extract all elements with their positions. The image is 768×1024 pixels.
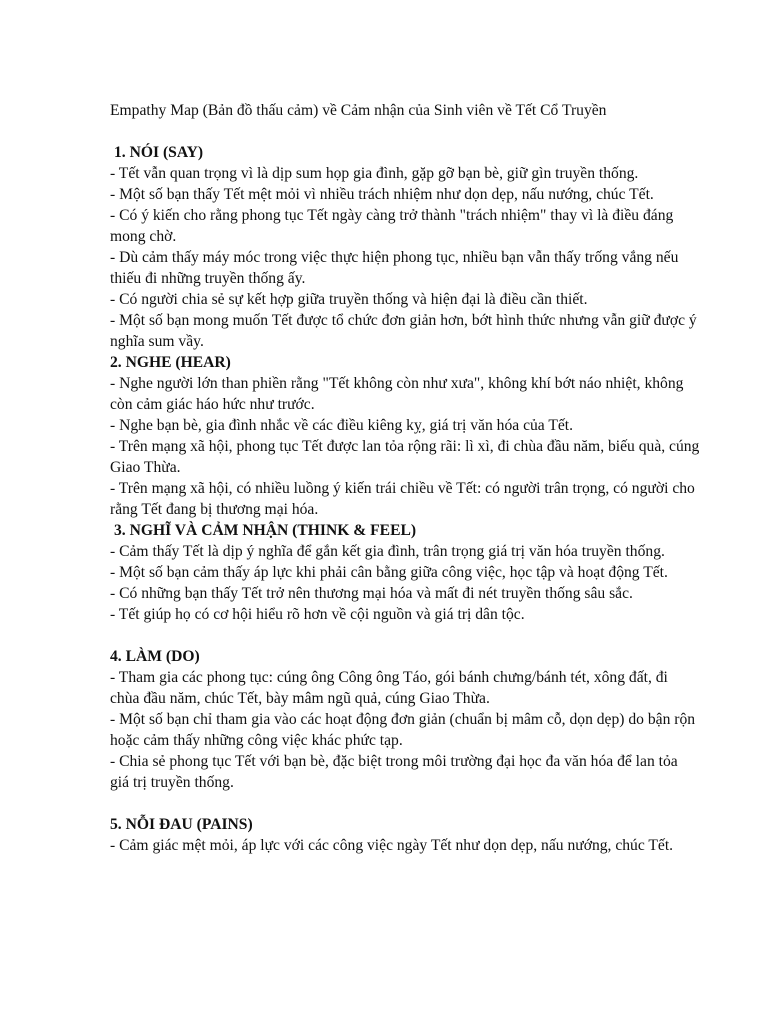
list-item: - Cảm thấy Tết là dịp ý nghĩa để gắn kết gia đình, trân trọng giá trị văn hóa truyền thống. — [110, 543, 665, 560]
list-item: - Nghe bạn bè, gia đình nhắc về các điều kiêng kỵ, giá trị văn hóa của Tết. — [110, 417, 574, 434]
list-item: - Nghe người lớn than phiền rằng "Tết không còn như xưa", không khí bớt náo nhiệt, không còn cảm giác háo hức như trước. — [110, 375, 684, 413]
spacer — [110, 121, 700, 142]
list-item: - Một số bạn thấy Tết mệt mỏi vì nhiều trách nhiệm như dọn dẹp, nấu nướng, chúc Tết. — [110, 186, 654, 203]
list-item: - Dù cảm thấy máy móc trong việc thực hiện phong tục, nhiều bạn vẫn thấy trống vắng nếu thiếu đi những truyền thống ấy. — [110, 249, 679, 287]
document-body — [110, 100, 700, 856]
list-item: - Chia sẻ phong tục Tết với bạn bè, đặc biệt trong môi trường đại học đa văn hóa để lan tỏa giá trị truyền thống. — [110, 753, 678, 791]
list-item: - Cảm giác mệt mỏi, áp lực với các công việc ngày Tết như dọn dẹp, nấu nướng, chúc Tết. — [110, 837, 674, 854]
document-title: Empathy Map (Bản đồ thấu cảm) về Cảm nhận của Sinh viên về Tết Cổ Truyền — [110, 102, 607, 119]
list-item: - Tết giúp họ có cơ hội hiểu rõ hơn về cội nguồn và giá trị dân tộc. — [110, 606, 525, 623]
section-heading-hear: 2. NGHE (HEAR) — [110, 354, 231, 371]
list-item: - Một số bạn cảm thấy áp lực khi phải cân bằng giữa công việc, học tập và hoạt động Tết. — [110, 564, 668, 581]
section-heading-pains: 5. NỖI ĐAU (PAINS) — [110, 816, 253, 833]
spacer — [110, 625, 700, 646]
list-item: - Trên mạng xã hội, có nhiều luồng ý kiến trái chiều về Tết: có người trân trọng, có người cho rằng Tết đang bị thương mại hóa. — [110, 480, 695, 518]
list-item: - Có ý kiến cho rằng phong tục Tết ngày càng trở thành "trách nhiệm" thay vì là điều đáng mong chờ. — [110, 207, 674, 245]
list-item: - Một số bạn mong muốn Tết được tổ chức đơn giản hơn, bớt hình thức nhưng vẫn giữ được ý nghĩa sum vầy. — [110, 312, 697, 350]
section-heading-do: 4. LÀM (DO) — [110, 648, 200, 665]
list-item: - Tết vẫn quan trọng vì là dịp sum họp gia đình, gặp gỡ bạn bè, giữ gìn truyền thống. — [110, 165, 639, 182]
list-item: - Trên mạng xã hội, phong tục Tết được lan tỏa rộng rãi: lì xì, đi chùa đầu năm, biếu quà, cúng Giao Thừa. — [110, 438, 700, 476]
section-heading-say: 1. NÓI (SAY) — [114, 144, 204, 161]
list-item: - Có người chia sẻ sự kết hợp giữa truyền thống và hiện đại là điều cần thiết. — [110, 291, 588, 308]
list-item: - Có những bạn thấy Tết trở nên thương mại hóa và mất đi nét truyền thống sâu sắc. — [110, 585, 633, 602]
list-item: - Tham gia các phong tục: cúng ông Công ông Táo, gói bánh chưng/bánh tét, xông đất, đi chùa đầu năm, chúc Tết, bày mâm ngũ quả, cúng Giao Thừa. — [110, 669, 668, 707]
section-heading-think-feel: 3. NGHĨ VÀ CẢM NHẬN (THINK & FEEL) — [114, 522, 417, 539]
list-item: - Một số bạn chỉ tham gia vào các hoạt động đơn giản (chuẩn bị mâm cỗ, dọn dẹp) do bận rộn hoặc cảm thấy những công việc khác phức tạp. — [110, 711, 696, 749]
spacer — [110, 793, 700, 814]
